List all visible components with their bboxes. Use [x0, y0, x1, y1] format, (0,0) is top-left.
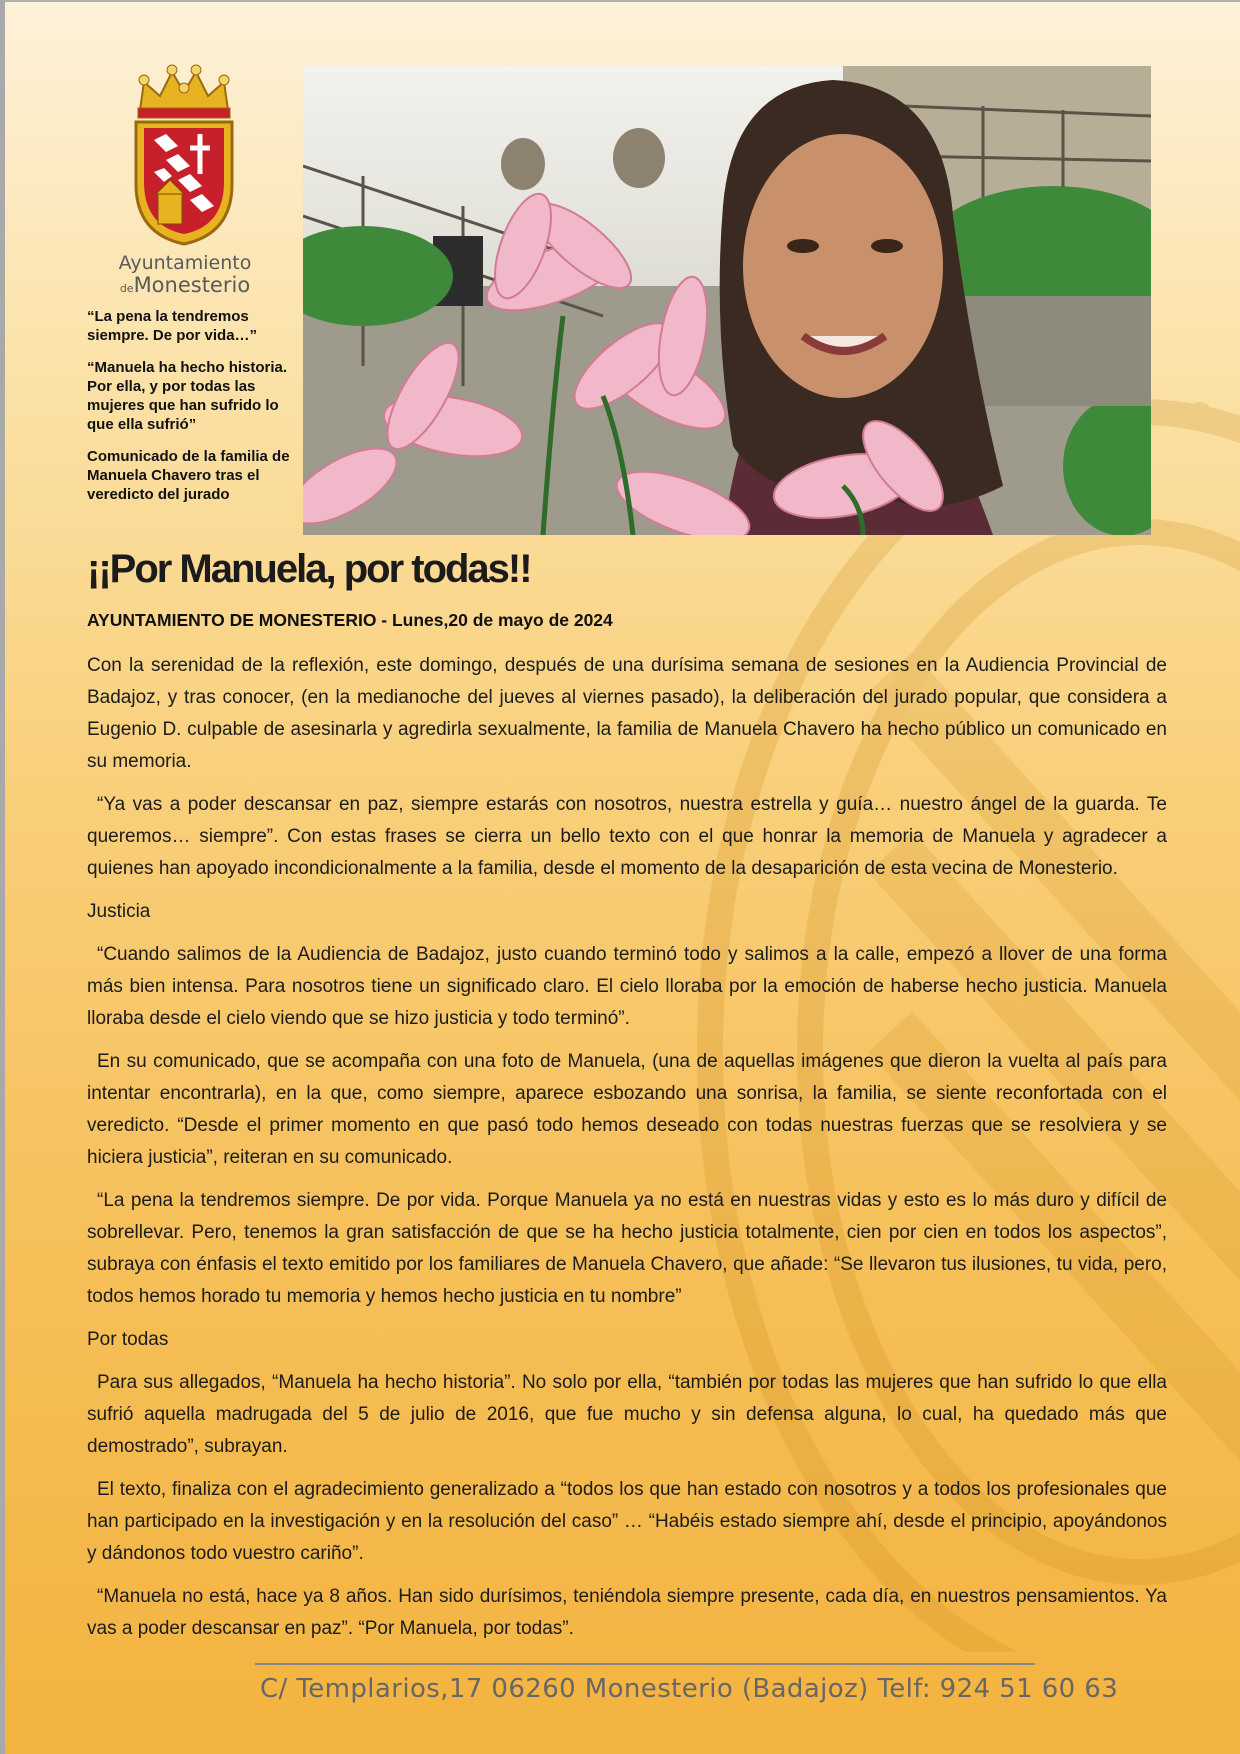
side-quotes	[87, 307, 297, 517]
footer-rule	[255, 1663, 1035, 1665]
side-quote-1: “La pena la tendremos siempre. De por vida…”	[87, 308, 258, 344]
logo-wordmark	[110, 254, 260, 296]
headline: ¡¡Por Manuela, por todas!!	[87, 547, 531, 591]
logo-de: de	[119, 281, 134, 295]
paragraph: “Cuando salimos de la Audiencia de Badajoz, justo cuando terminó todo y salimos a la calle, empezó a llover de una forma más bien intensa. Para nosotros tiene un significado claro. El cielo lloraba por la emoción de haberse hecho justicia. Manuela lloraba desde el cielo viendo que se hizo justicia y todo terminó”.	[87, 944, 1167, 1029]
paragraph: “La pena la tendremos siempre. De por vida. Porque Manuela ya no está en nuestras vidas y esto es lo más duro y difícil de sobrellevar. Pero, tenemos la gran satisfacción de que se ha hecho justicia totalmente, cien por cien en todos los aspectos”, subraya con énfasis el texto emitido por los familiares de Manuela Chavero, que añade: “Se llevaron tus ilusiones, tu vida, pero, todos hemos horado tu memoria y hemos hecho justicia en tu nombre”	[87, 1190, 1167, 1307]
paragraph: Con la serenidad de la reflexión, este domingo, después de una durísima semana de sesiones en la Audiencia Provincial de Badajoz, y tras conocer, (en la medianoche del jueves al viernes pasado), la deliberación del jurado popular, que considera a Eugenio D. culpable de asesinarla y agredirla sexualmente, la familia de Manuela Chavero ha hecho público un comunicado en su memoria.	[87, 655, 1167, 772]
footer-address: C/ Templarios,17 06260 Monesterio (Badajoz) Telf: 924 51 60 63	[260, 1674, 1119, 1704]
side-quote-3: Comunicado de la familia de Manuela Chavero tras el veredicto del jurado	[87, 448, 290, 503]
paragraph: Para sus allegados, “Manuela ha hecho historia”. No solo por ella, “también por todas las mujeres que han sufrido lo que ella sufrió aquella madrugada del 5 de julio de 2016, que fue mucho y sin defensa alguna, lo cual, ha quedado más que demostrado”, subrayan.	[87, 1372, 1167, 1457]
paragraph: El texto, finaliza con el agradecimiento generalizado a “todos los que han estado con nosotros y a todos los profesionales que han participado en la investigación y en la resolución del caso” … “Habéis estado siempre ahí, desde el principio, apoyándonos y dándonos todo vuestro cariño”.	[87, 1479, 1167, 1564]
logo-line-1: Ayuntamiento	[118, 252, 252, 274]
article-body	[87, 650, 1167, 1656]
byline: AYUNTAMIENTO DE MONESTERIO - Lunes,20 de mayo de 2024	[87, 610, 613, 630]
section-heading-por-todas: Por todas	[87, 1329, 169, 1350]
section-heading-justicia: Justicia	[87, 901, 151, 922]
coat-of-arms-icon	[120, 64, 248, 254]
portrait-photo	[303, 66, 1151, 535]
paragraph: “Manuela no está, hace ya 8 años. Han sido durísimos, teniéndola siempre presente, cada día, en nuestros pensamientos. Ya vas a poder descansar en paz”. “Por Manuela, por todas”.	[87, 1586, 1167, 1639]
logo-line-2: Monesterio	[133, 272, 251, 297]
paragraph: “Ya vas a poder descansar en paz, siempre estarás con nosotros, nuestra estrella y guía… nuestro ángel de la guarda. Te queremos… siempre”. Con estas frases se cierra un bello texto con el que honrar la memoria de Manuela y agradecer a quienes han apoyado incondicionalmente a la familia, desde el momento de la desaparición de esta vecina de Monesterio.	[87, 794, 1167, 879]
paragraph: En su comunicado, que se acompaña con una foto de Manuela, (una de aquellas imágenes que dieron la vuelta al país para intentar encontrarla), en la que, como siempre, aparece esbozando una sonrisa, la familia, se siente reconfortada con el veredicto. “Desde el primer momento en que pasó todo hemos deseado con todas nuestras fuerzas que se resolviera y se hiciera justicia”, reiteran en su comunicado.	[87, 1051, 1167, 1168]
side-quote-2: “Manuela ha hecho historia. Por ella, y por todas las mujeres que han sufrido lo que ella sufrió”	[87, 359, 288, 433]
municipality-logo	[110, 64, 260, 302]
